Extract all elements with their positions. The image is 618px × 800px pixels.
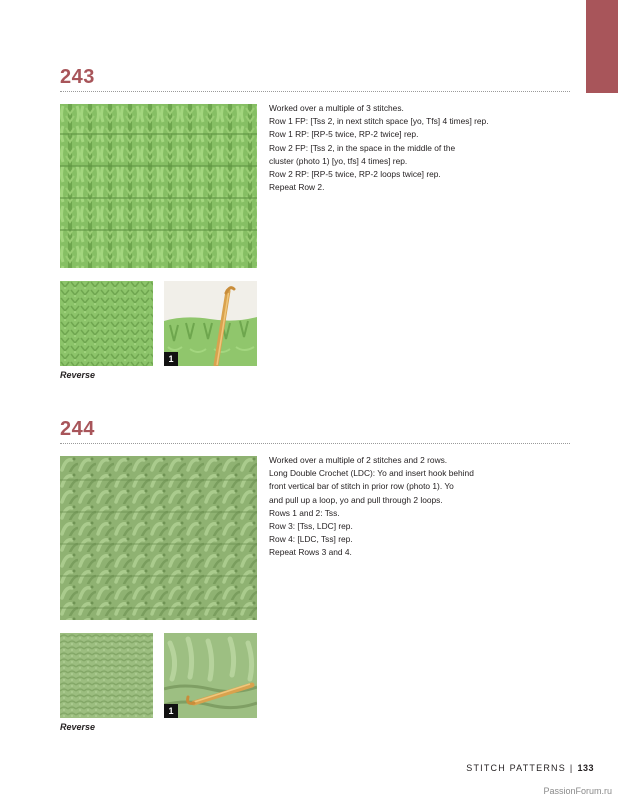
instruction-line: front vertical bar of stitch in prior row (photo 1). Yo xyxy=(269,481,454,492)
pattern-number: 244 xyxy=(60,418,95,440)
photo-number-badge: 1 xyxy=(164,704,178,718)
swatch-photo-front xyxy=(60,456,257,620)
instruction-line: Row 4: [LDC, Tss] rep. xyxy=(269,534,353,545)
instruction-line: Row 1 FP: [Tss 2, in next stitch space [yo, Tfs] 4 times] rep. xyxy=(269,116,489,127)
swatch-photo-front xyxy=(60,104,257,268)
swatch-photo-reverse xyxy=(60,281,153,366)
instruction-line: Worked over a multiple of 2 stitches and 2 rows. xyxy=(269,455,448,465)
reverse-caption: Reverse xyxy=(60,722,96,732)
pattern-number: 243 xyxy=(60,66,95,88)
chapter-label: STITCH PATTERNS xyxy=(466,763,566,773)
instruction-line: Rows 1 and 2: Tss. xyxy=(269,507,340,518)
instruction-line: Repeat Rows 3 and 4. xyxy=(269,547,352,558)
pattern-instructions xyxy=(269,454,519,560)
pattern-instructions xyxy=(269,102,519,194)
technique-photo xyxy=(164,281,257,366)
instruction-line: Row 2 RP: [RP-5 twice, RP-2 loops twice] rep. xyxy=(269,169,441,180)
instruction-line: Worked over a multiple of 3 stitches. xyxy=(269,103,404,113)
instruction-line: Row 1 RP: [RP-5 twice, RP-2 twice] rep. xyxy=(269,129,419,140)
section-divider xyxy=(60,443,570,444)
instruction-line: Long Double Crochet (LDC): Yo and insert hook behind xyxy=(269,468,474,479)
section-divider xyxy=(60,91,570,92)
footer-separator: | xyxy=(569,763,574,773)
swatch-photo-reverse xyxy=(60,633,153,718)
reverse-caption: Reverse xyxy=(60,370,96,380)
technique-photo xyxy=(164,633,257,718)
photo-number-badge: 1 xyxy=(164,352,178,366)
watermark: PassionForum.ru xyxy=(543,786,612,796)
instruction-line: Row 2 FP: [Tss 2, in the space in the middle of the xyxy=(269,142,456,153)
page-footer xyxy=(466,763,594,773)
instruction-line: Row 3: [Tss, LDC] rep. xyxy=(269,521,353,532)
instruction-line: Repeat Row 2. xyxy=(269,182,325,193)
chapter-tab xyxy=(586,0,618,93)
instruction-line: and pull up a loop, yo and pull through 2 loops. xyxy=(269,494,443,505)
instruction-line: cluster (photo 1) [yo, tfs] 4 times] rep. xyxy=(269,155,408,166)
page-number: 133 xyxy=(577,763,594,773)
